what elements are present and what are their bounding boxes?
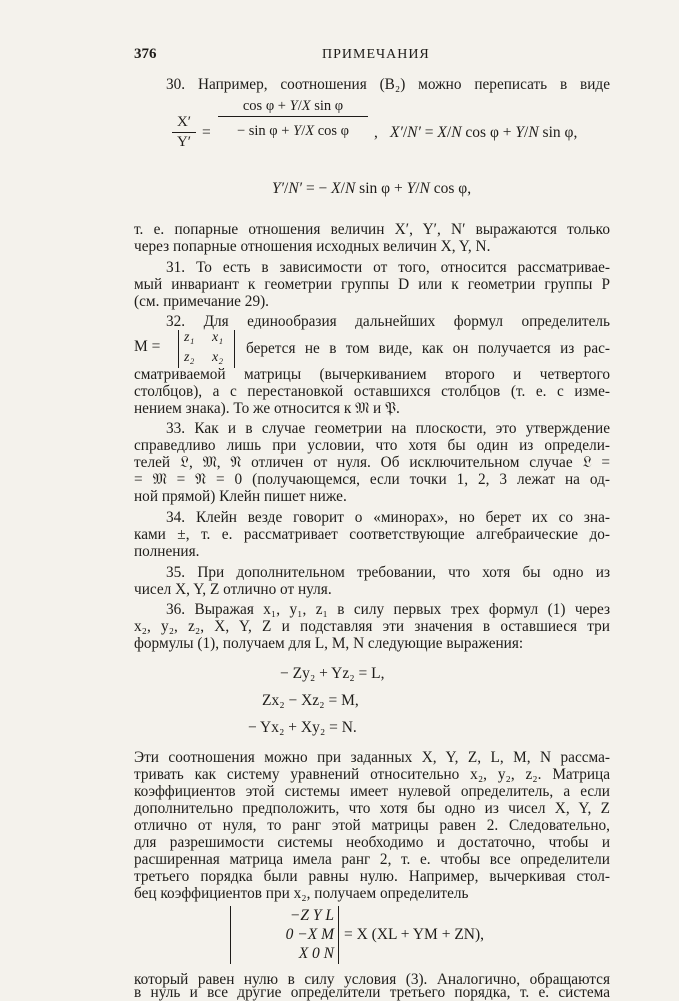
- det-row-3: X 0 N: [298, 945, 334, 962]
- eq1-lhs-num: X′: [172, 114, 196, 133]
- note-36-mid-8: третьего порядка были равны нулю. Например, вычеркивая стол-: [134, 868, 610, 885]
- note-31-line-2: мый инвариант к геометрии группы D или к геометрии группы P: [134, 276, 610, 293]
- note-36-after-1: который равен нулю в силу условия (3). Аналогично, обращаются: [134, 971, 610, 988]
- matrix-z2: z₂: [184, 350, 195, 365]
- matrix-z1: z₁: [184, 330, 195, 345]
- det-bar-left: [230, 906, 231, 964]
- note-36-line-1: 36. Выражая x₁, y₁, z₁ в силу первых трех формул (1) через: [166, 601, 610, 618]
- running-title: ПРИМЕЧАНИЯ: [322, 47, 430, 62]
- note-31-line-3: (см. примечание 29).: [134, 293, 270, 310]
- note-36-line-3: формулы (1), получаем для L, M, N следующие выражения:: [134, 635, 524, 652]
- system-eq-3: − Yx₂ + Xy₂ = N.: [248, 719, 357, 736]
- det-bar-right: [338, 906, 339, 964]
- det-row-2: 0 −X M: [285, 926, 334, 943]
- det-row-1: −Z Y L: [289, 907, 334, 924]
- note-36-mid-4: дополнительно предположить, что хотя бы одно из чисел X, Y, Z: [134, 800, 610, 817]
- note-36-line-2: x₂, y₂, z₂, X, Y, Z и подставляя эти значения в оставшиеся три: [134, 618, 610, 635]
- note-36-mid-3: коэффициентов этой системы имеет нулевой определитель, а если: [134, 783, 610, 800]
- matrix-bar-right: [234, 330, 235, 368]
- note-33-line-4: = 𝔐 = 𝔑 = 0 (получающемся, если точки 1, 2, 3 лежат на од-: [134, 471, 610, 488]
- note-36-mid-1: Эти соотношения можно при заданных X, Y, Z, L, M, N рассма-: [134, 749, 610, 766]
- m-label: M =: [134, 338, 161, 355]
- note-36-mid-7: расширенная матрица имела ранг 2, т. е. чтобы все определители: [134, 851, 610, 868]
- note-34-line-3: полнения.: [134, 543, 200, 560]
- note-33-line-2: справедливо лишь при условии, что хотя бы один из определи-: [134, 437, 610, 454]
- note-36-mid-5: отлично от нуля, то ранг этой матрицы равен 2. Следовательно,: [134, 817, 610, 834]
- note-32-line-2: берется не в том виде, как он получается из рас-: [246, 340, 610, 357]
- note-30-intro: 30. Например, соотношения (B₂) можно переписать в виде: [166, 76, 610, 93]
- note-32-line-4: столбцов), а с перестановкой оставшихся столбцов (т. е. с изме-: [134, 383, 610, 400]
- eq1-rhs-fraction: [218, 98, 368, 140]
- eq2: X′/N′ = X/N cos φ + Y/N sin φ,: [390, 124, 578, 141]
- matrix-bar-left: [178, 330, 179, 368]
- eq3: Y′/N′ = − X/N sin φ + Y/N cos φ,: [272, 180, 472, 197]
- system-eq-2: Zx₂ − Xz₂ = M,: [262, 692, 359, 709]
- page-number: 376: [134, 46, 157, 62]
- matrix-x1: x₁: [212, 330, 224, 345]
- note-31-line-1: 31. То есть в зависимости от того, относится рассматривае-: [166, 259, 610, 276]
- note-30-after-2: через попарные отношения исходных величин X, Y, N.: [134, 238, 491, 255]
- note-32-line-1: 32. Для единообразия дальнейших формул определитель: [166, 313, 610, 330]
- det-result: = X (XL + YM + ZN),: [344, 926, 485, 943]
- note-34-line-1: 34. Клейн везде говорит о «минорах», но берет их со зна-: [166, 509, 610, 526]
- system-eq-1: − Zy₂ + Yz₂ = L,: [280, 665, 385, 682]
- note-34-line-2: ками ±, т. е. рассматривает соответствующие алгебраические до-: [134, 526, 610, 543]
- note-30-after-1: т. е. попарные отношения величин X′, Y′, N′ выражаются только: [134, 221, 610, 238]
- page: 376 ПРИМЕЧАНИЯ 30. Например, соотношения (B₂) можно переписать в виде $\frac{X'}{Y'}$ = $\frac{\text{cos φ + Y/X sin φ}}{\text{− sin φ + Y/X cos φ}}$ , X′/N′ = X/N cos φ + Y/N sin φ, Y′/N′ = − X/N sin φ + Y/N cos φ, т. е. попарные отношения величин X′, Y′, N′ выражаются только через попарные отношения исходных величин X, Y, N. 31. То есть в зависимости от того, относится рассматривае- мый инвариант к геометрии группы D или к геометрии группы P (см. примечание 29). 32. Для единообразия дальнейших формул определитель M = z₁ x₁ z₂ x₂ берется не в том виде, как он получается из рас- сматриваемой матрицы (вычеркиванием второго и четвертого столбцов), а с перестановкой оставшихся столбцов (т. е. с изме- нением знака). То же относится к 𝔐 и 𝔓. 33. Как и в случае геометрии на плоскости, это утверждение справедливо лишь при условии, что хотя бы один из определи- телей 𝔏, 𝔐, 𝔑 отличен от нуля. Об исключительном случае 𝔏 = = 𝔐 = 𝔑 = 0 (получающемся, если точки 1, 2, 3 лежат на од- ной прямой) Клейн пишет ниже. 34. Клейн везде говорит о «минорах», но берет их со зна- ками ±, т. е. рассматривает соответствующие алгебраические до- полнения. 35. При дополнительном требовании, что хотя бы одно из чисел X, Y, Z отлично от нуля. 36. Выражая x₁, y₁, z₁ в силу первых трех формул (1) через x₂, y₂, z₂, X, Y, Z и подставляя эти значения в оставшиеся три формулы (1), получаем для L, M, N следующие выражения: − Zy₂ + Yz₂ = L, Zx₂ − Xz₂ = M, − Yx₂ + Xy₂ = N. Эти соотношения можно при заданных X, Y, Z, L, M, N рассма- тривать как систему уравнений относительно x₂, y₂, z₂. Матрица коэффициентов этой системы имеет нулевой определитель, а если дополнительно предположить, что хотя бы одно из чисел X, Y, Z отлично от нуля, то ранг этой матрицы равен 2. Следовательно, для разрешимости системы необходимо и достаточно, чтобы и расширенная матрица имела ранг 2, т. е. чтобы все определители третьего порядка были равны нулю. Например, вычеркивая стол- бец коэффициентов при x₂, получаем определитель −Z Y L 0 −X M X 0 N = X (XL + YM + ZN), который равен нулю в силу условия (3). Аналогично, обращаются в нуль и все другие определители третьего порядка, т. е. система: [134, 46, 610, 1001]
- eq1-den: − sin φ + Y/X cos φ: [236, 123, 350, 139]
- note-36-mid-9: бец коэффициентов при x₂, получаем определитель: [134, 885, 469, 902]
- note-33-line-1: 33. Как и в случае геометрии на плоскости, это утверждение: [166, 420, 610, 437]
- note-36-mid-6: для разрешимости системы необходимо и достаточно, чтобы и: [134, 834, 610, 851]
- note-32-line-5: нением знака). То же относится к 𝔐 и 𝔓.: [134, 400, 400, 417]
- note-33-line-5: ной прямой) Клейн пишет ниже.: [134, 488, 347, 505]
- note-36-mid-2: тривать как систему уравнений относительно x₂, y₂, z₂. Матрица: [134, 766, 610, 783]
- note-33-line-3: телей 𝔏, 𝔐, 𝔑 отличен от нуля. Об исключительном случае 𝔏 =: [134, 454, 610, 471]
- eq1-num: cos φ + Y/X sin φ: [218, 98, 368, 117]
- note-35-line-2: чисел X, Y, Z отлично от нуля.: [134, 581, 332, 598]
- note-35-line-1: 35. При дополнительном требовании, что хотя бы одно из: [166, 564, 610, 581]
- eq1-equals: =: [202, 124, 211, 141]
- eq1-lhs-fraction: [172, 114, 196, 151]
- note-36-after-2: в нуль и все другие определители третьего порядка, т. е. система: [134, 984, 610, 1001]
- eq1-lhs-den: Y′: [176, 134, 192, 150]
- note-32-line-3: сматриваемой матрицы (вычеркиванием второго и четвертого: [134, 366, 610, 383]
- matrix-x2: x₂: [212, 350, 224, 365]
